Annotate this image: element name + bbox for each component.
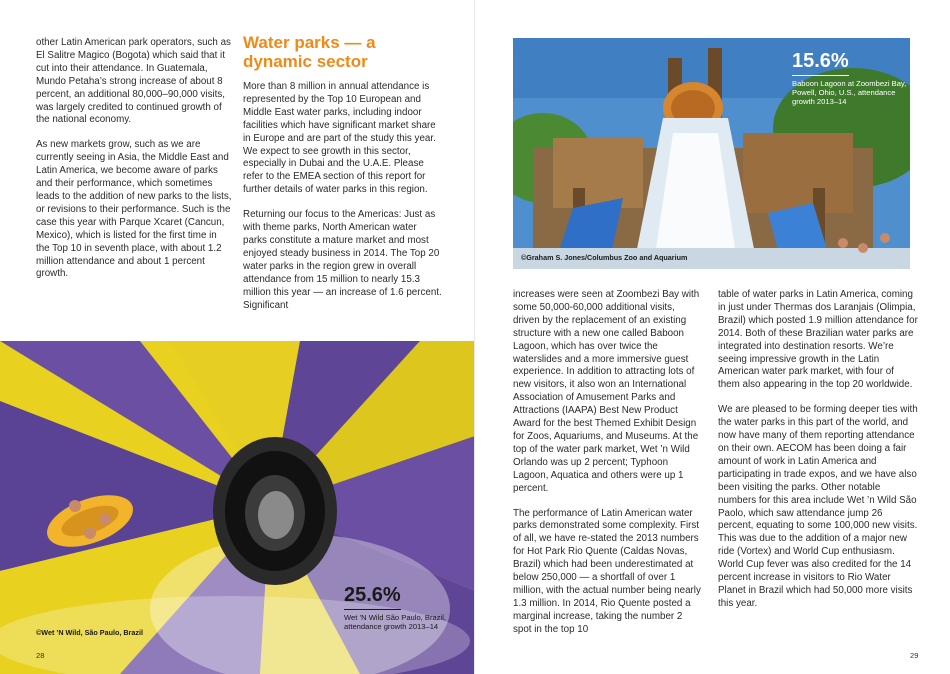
paragraph: table of water parks in Latin America, coming in just under Thermas dos Laranjais (Olimpia, Brazil) which posted 1.9 million attendance for 2014. Both of these Brazilian water parks are integrated into destination resorts. We’re seeing impressive growth in the Latin American water park market, with four of them also appearing in the top 20 worldwide. bbox=[718, 289, 918, 391]
paragraph: Returning our focus to the Americas: Just as with theme parks, North American water parks constitute a mature market and most enjoyed steady business in 2014. The Top 20 water parks in the region grew in overall attendance from 15 million to nearly 15.3 million this year — an increase of 1.6 percent. Significant bbox=[243, 209, 442, 311]
paragraph: The performance of Latin American water parks demonstrated some complexity. First of all, we have re-stated the 2013 numbers for Hot Park Rio Quente (Caldas Novas, Brazil) which had been underestimated at below 250,000 — a shortfall of over 1 million, with the actual number being nearly 1.3 million. In 2014, Rio Quente posted a marginal increase, taking the number 2 spot in the top 10 bbox=[513, 507, 701, 635]
left-column-2 bbox=[243, 33, 443, 324]
paragraph: As new markets grow, such as we are currently seeing in Asia, the Middle East and Latin America, we become aware of parks and their performance, which sometimes leads to the addition of new parks to the lists, or revisions to their performance. Such is the case this year with Parque Xcaret (Cancun, Mexico), which is listed for the first time in the Top 10 in seventh place, with about 1.2 million attendance and about 1 percent growth. bbox=[36, 139, 232, 280]
section-heading: Water parks — a dynamic sector bbox=[243, 33, 376, 71]
right-column-1 bbox=[513, 289, 701, 649]
stat-label: Baboon Lagoon at Zoombezi Bay, Powell, Ohio, U.S., attendance growth 2013–14 bbox=[792, 79, 907, 106]
stat-label: Wet ’N Wild São Paulo, Brazil, attendance growth 2013–14 bbox=[344, 613, 446, 631]
stat-callout bbox=[344, 584, 469, 631]
paragraph: We are pleased to be forming deeper ties with the water parks in this part of the world, and now have many of them reporting attendance on their own. AECOM has been doing a fair amount of work in Latin America and participating in trade expos, and we have also been visiting the parks. Other notable numbers for this area include Wet ’n Wild São Paolo, which saw attendance jump 26 percent, equating to some 100,000 new visits. This was due to the addition of a major new ride (Vortex) and World Cup enthusiasm. World Cup fever was also credited for the 14 percent increase in visitors to Rio Water Planet in Brazil which had 50,000 more visits this year. bbox=[718, 404, 918, 609]
left-column-1 bbox=[36, 37, 232, 293]
paragraph: More than 8 million in annual attendance is represented by the Top 10 European and Middle East water parks, including indoor facilities which have significant market share in Europe and are part of the study this year. We expect to see growth in this sector, especially in Dubai and the U.A.E. Please refer to the EMEA section of this report for further details of water parks in this region. bbox=[243, 81, 436, 196]
paragraph: increases were seen at Zoombezi Bay with some 50,000-60,000 additional visits, driven by the replacement of an existing structure with a new one called Baboon Lagoon, which has over twice the waterslides and a more immersive guest experience. In addition to attracting lots of new visitors, it also won an International Association of Amusement Parks and Attractions (IAAPA) Best New Product Award for the best Themed Exhibit Design for Zoos, Aquariums, and Museums. At the top of the water park market, Wet ’n Wild Orlando was up 2 percent; Typhoon Lagoon, Aquatica and others were up 1 percent. bbox=[513, 289, 700, 494]
photo-credit: ©Wet ’N Wild, São Paulo, Brazil bbox=[36, 628, 143, 637]
paragraph: other Latin American park operators, such as El Salitre Magico (Bogota) which said that it cut into their attendance. In Guatemala, Mundo Petaha’s strong increase of about 8 percent, an additional 80,000–90,000 visits, was largely credited to continued growth of the national economy. bbox=[36, 37, 231, 126]
page-number: 28 bbox=[36, 651, 45, 660]
stat-callout bbox=[792, 50, 912, 106]
stat-number: 25.6% bbox=[344, 584, 401, 610]
stat-number: 15.6% bbox=[792, 50, 849, 76]
page-number: 29 bbox=[910, 651, 919, 660]
right-column-2 bbox=[718, 289, 918, 623]
photo-credit: ©Graham S. Jones/Columbus Zoo and Aquarium bbox=[521, 253, 688, 262]
